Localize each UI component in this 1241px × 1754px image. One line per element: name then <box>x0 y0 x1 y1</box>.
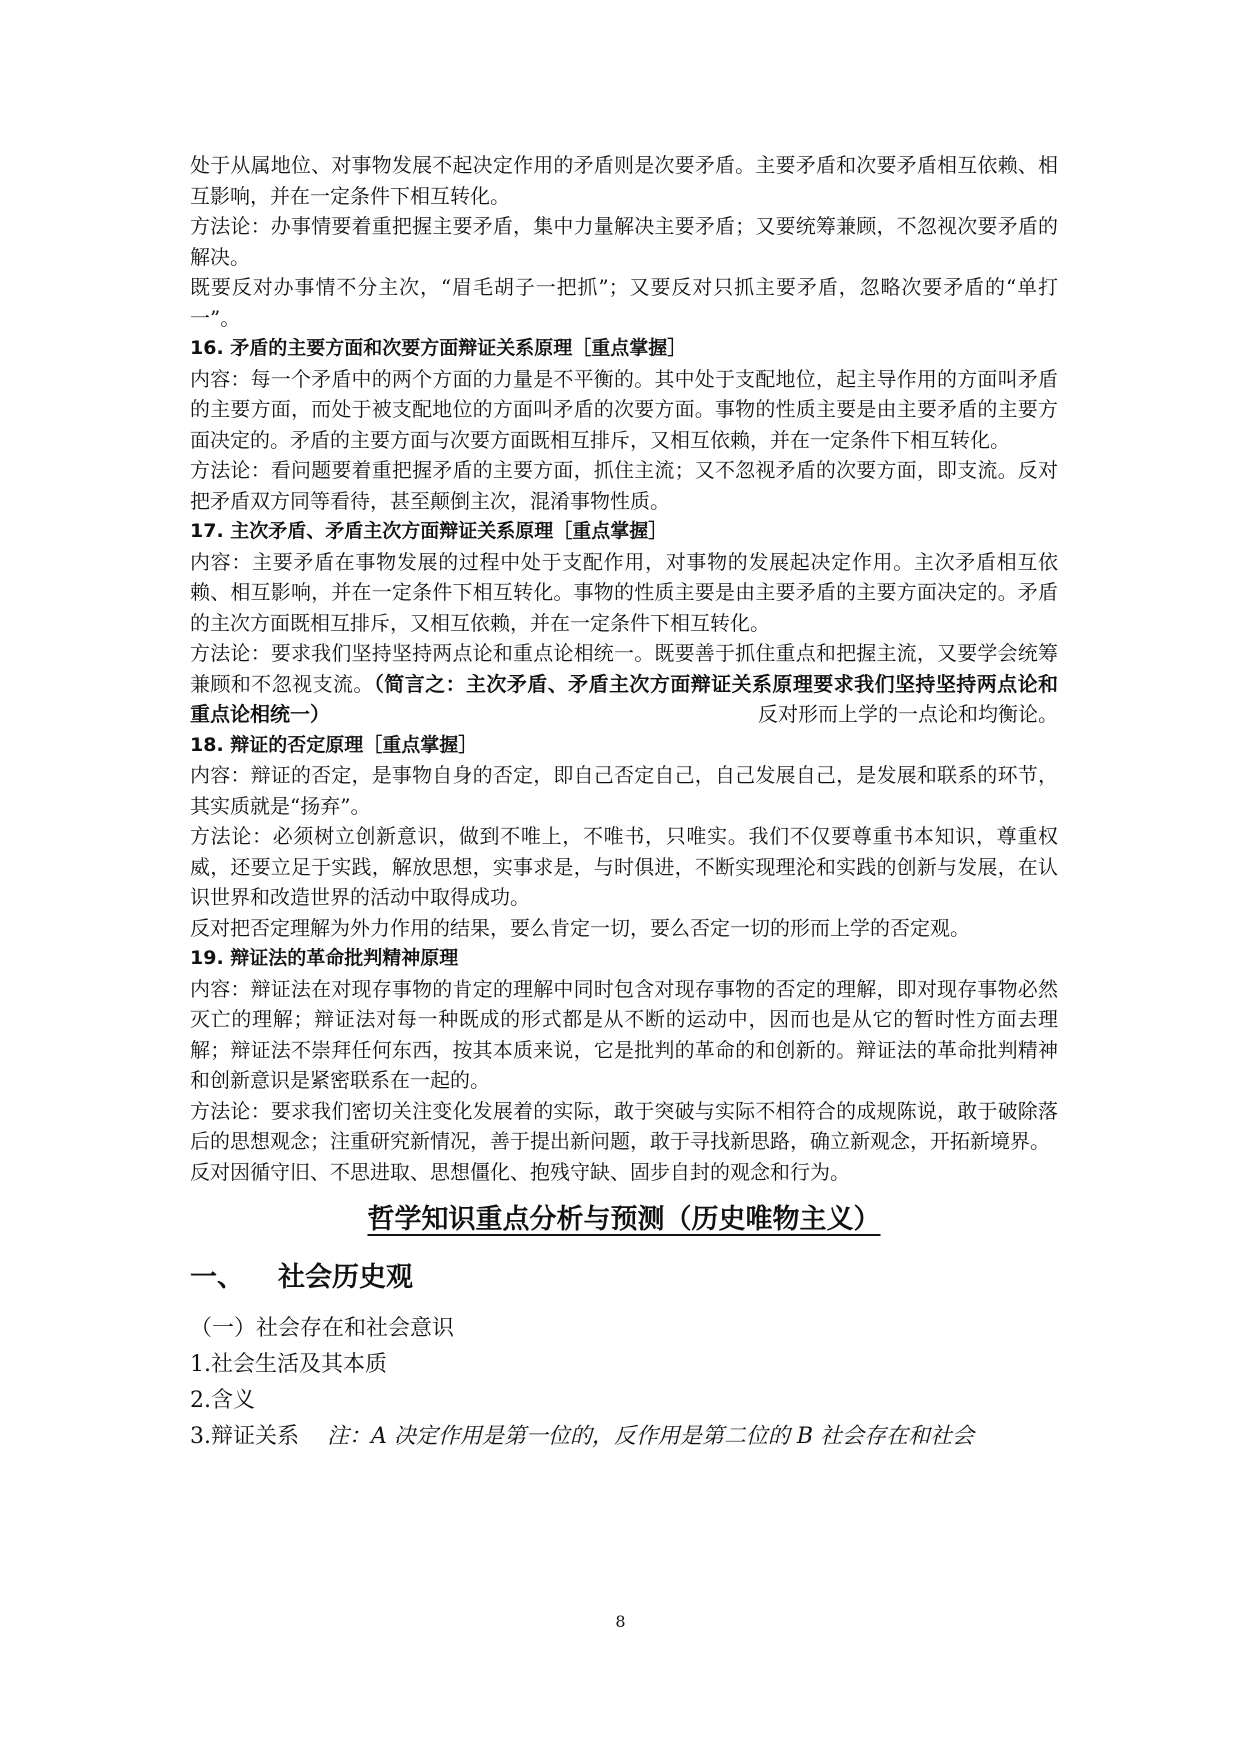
paragraph: 内容：主要矛盾在事物发展的过程中处于支配作用，对事物的发展起决定作用。主次矛盾相互依赖、相互影响，并在一定条件下相互转化。事物的性质主要是由主要矛盾的主要方面决定的。矛盾的主次方面既相互排斥，又相互依赖，并在一定条件下相互转化。 <box>190 549 1058 635</box>
paragraph: 内容：辩证的否定，是事物自身的否定，即自己否定自己，自己发展自己，是发展和联系的环节，其实质就是“扬弃”。 <box>190 763 1058 818</box>
paragraph: 反对把否定理解为外力作用的结果，要么肯定一切，要么否定一切的形而上学的否定观。 <box>190 915 970 940</box>
list-item: 2.含义 <box>190 1388 255 1413</box>
heading-19: 19. 辩证法的革命批判精神原理 <box>190 947 459 969</box>
method-text: 方法论：要求我们坚持坚持两点论和重点论相统一。既要善于抓住重点和把握主流，又要学会统筹兼顾和不忽视支流。 <box>190 641 1058 696</box>
document-page <box>190 150 1058 1455</box>
paragraph: 既要反对办事情不分主次，“眉毛胡子一把抓”；又要反对只抓主要矛盾，忽略次要矛盾的“单打一”。 <box>190 275 1058 330</box>
paragraph: 方法论：办事情要着重把握主要矛盾，集中力量解决主要矛盾；又要统筹兼顾，不忽视次要矛盾的解决。 <box>190 214 1058 269</box>
paragraph: 方法论：必须树立创新意识，做到不唯上，不唯书，只唯实。我们不仅要尊重书本知识，尊重权威，还要立足于实践，解放思想，实事求是，与时俱进，不断实现理沦和实践的创新与发展，在认识世界和改造世界的活动中取得成功。 <box>190 824 1058 909</box>
section-heading <box>190 1255 1058 1301</box>
oppose-text: 反对形而上学的一点论和均衡论。 <box>758 702 1058 726</box>
page-number: 8 <box>615 1612 626 1631</box>
paragraph <box>190 638 1058 730</box>
paragraph: 方法论：看问题要着重把握矛盾的主要方面，抓住主流；又不忽视矛盾的次要方面，即支流。反对把矛盾双方同等看待，甚至颠倒主次，混淆事物性质。 <box>190 458 1058 513</box>
section-label: 社会历史观 <box>278 1262 413 1293</box>
heading-16: 16. 矛盾的主要方面和次要方面辩证关系原理［重点掌握］ <box>190 337 687 359</box>
item-note: 注：A 决定作用是第一位的，反作用是第二位的 B 社会存在和社会 <box>326 1424 975 1449</box>
paragraph: 反对因循守旧、不思进取、思想僵化、抱残守缺、固步自封的观念和行为。 <box>190 1159 850 1184</box>
summary-text: （简言之：主次矛盾、矛盾主次方面辩证关系原理要求我们坚持坚持两点论和重点论相统一） <box>190 671 1059 726</box>
subsection-heading: （一）社会存在和社会意识 <box>190 1316 455 1341</box>
paragraph: 内容：每一个矛盾中的两个方面的力量是不平衡的。其中处于支配地位，起主导作用的方面叫矛盾的主要方面，而处于被支配地位的方面叫矛盾的次要方面。事物的性质主要是由主要矛盾的主要方面决定的。矛盾的主要方面与次要方面既相互排斥，又相互依赖，并在一定条件下相互转化。 <box>190 366 1058 452</box>
document-title: 哲学知识重点分析与预测（历史唯物主义） <box>367 1204 881 1235</box>
section-number: 一、 <box>190 1262 244 1293</box>
paragraph: 内容：辩证法在对现存事物的肯定的理解中同时包含对现存事物的否定的理解，即对现存事物必然灭亡的理解；辩证法对每一种既成的形式都是从不断的运动中，因而也是从它的暂时性方面去理解；辩证法不崇拜任何东西，按其本质来说，它是批判的革命的和创新的。辩证法的革命批判精神和创新意识是紧密联系在一起的。 <box>190 976 1058 1092</box>
item-label: 3.辩证关系 <box>190 1424 299 1449</box>
paragraph: 处于从属地位、对事物发展不起决定作用的矛盾则是次要矛盾。主要矛盾和次要矛盾相互依赖、相互影响，并在一定条件下相互转化。 <box>190 153 1058 208</box>
list-item <box>190 1419 1058 1455</box>
list-item: 1.社会生活及其本质 <box>190 1352 387 1377</box>
paragraph: 方法论：要求我们密切关注变化发展着的实际，敢于突破与实际不相符合的成规陈说，敢于破除落后的思想观念；注重研究新情况，善于提出新问题，敢于寻找新思路，确立新观念，开拓新境界。 <box>190 1098 1058 1153</box>
heading-18: 18. 辩证的否定原理［重点掌握］ <box>190 733 478 756</box>
heading-17: 17. 主次矛盾、矛盾主次方面辩证关系原理［重点掌握］ <box>190 520 668 542</box>
